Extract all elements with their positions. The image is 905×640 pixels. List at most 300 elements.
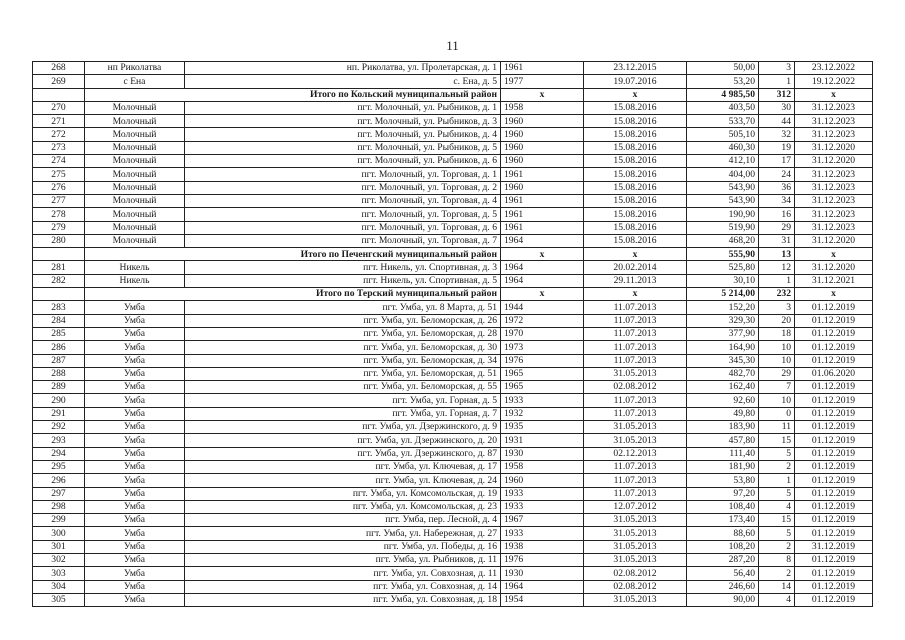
- table-row: [33, 487, 873, 500]
- deadline-cell: 01.12.2019: [795, 593, 873, 606]
- count-cell: 18: [759, 327, 795, 340]
- table-row: [33, 128, 873, 141]
- area-cell: 108,20: [687, 540, 759, 553]
- table-row: [33, 593, 873, 606]
- area-cell: 460,30: [687, 141, 759, 154]
- row-number-cell: 286: [33, 341, 85, 354]
- count-cell: 29: [759, 221, 795, 234]
- address-cell: пгт. Умба, ул. Ключевая, д. 17: [185, 460, 501, 473]
- row-number-cell: 278: [33, 208, 85, 221]
- address-cell: пгт. Умба, ул. Беломорская, д. 26: [185, 314, 501, 327]
- date-cell: 31.05.2013: [584, 434, 687, 447]
- deadline-cell: 31.12.2020: [795, 234, 873, 247]
- year-cell: 1961: [501, 194, 584, 207]
- table-row: [33, 367, 873, 380]
- area-cell: 183,90: [687, 421, 759, 434]
- address-cell: пгт. Умба, ул. Совхозная, д. 11: [185, 567, 501, 580]
- address-cell: пгт. Молочный, ул. Рыбников, д. 5: [185, 141, 501, 154]
- area-cell: 246,60: [687, 580, 759, 593]
- area-cell: 543,90: [687, 181, 759, 194]
- address-cell: пгт. Умба, ул. Комсомольская, д. 23: [185, 500, 501, 513]
- year-cell: 1961: [501, 208, 584, 221]
- deadline-cell: 31.12.2023: [795, 128, 873, 141]
- settlement-cell: Молочный: [85, 181, 185, 194]
- settlement-cell: нп Риколатва: [85, 62, 185, 75]
- address-cell: пгт. Умба, ул. Беломорская, д. 28: [185, 327, 501, 340]
- row-number-cell: [33, 88, 85, 101]
- deadline-cell: 23.12.2022: [795, 62, 873, 75]
- date-cell: 02.08.2012: [584, 567, 687, 580]
- address-cell: пгт. Молочный, ул. Рыбников, д. 4: [185, 128, 501, 141]
- deadline-cell: 01.12.2019: [795, 447, 873, 460]
- area-cell: 97,20: [687, 487, 759, 500]
- row-number-cell: 290: [33, 394, 85, 407]
- address-cell: пгт. Молочный, ул. Рыбников, д. 1: [185, 101, 501, 114]
- row-number-cell: 302: [33, 553, 85, 566]
- address-cell: пгт. Молочный, ул. Рыбников, д. 3: [185, 115, 501, 128]
- table-row: [33, 514, 873, 527]
- address-cell: пгт. Умба, ул. Беломорская, д. 30: [185, 341, 501, 354]
- date-cell: 02.08.2012: [584, 381, 687, 394]
- table-row: [33, 421, 873, 434]
- count-cell: 36: [759, 181, 795, 194]
- count-cell: 1: [759, 274, 795, 287]
- area-cell: 457,80: [687, 434, 759, 447]
- settlement-cell: Умба: [85, 301, 185, 314]
- date-cell: 11.07.2013: [584, 487, 687, 500]
- table-row: [33, 500, 873, 513]
- address-cell: пгт. Умба, ул. Набережная, д. 27: [185, 527, 501, 540]
- address-cell: пгт. Умба, ул. Победы, д. 16: [185, 540, 501, 553]
- area-cell: 181,90: [687, 460, 759, 473]
- year-cell: 1930: [501, 447, 584, 460]
- year-cell: 1970: [501, 327, 584, 340]
- address-cell: пгт. Молочный, ул. Рыбников, д. 6: [185, 155, 501, 168]
- date-cell: 11.07.2013: [584, 407, 687, 420]
- deadline-cell: x: [795, 248, 873, 261]
- year-cell: 1931: [501, 434, 584, 447]
- settlement-cell: Умба: [85, 421, 185, 434]
- address-cell: пгт. Молочный, ул. Торговая, д. 5: [185, 208, 501, 221]
- settlement-cell: Молочный: [85, 234, 185, 247]
- area-cell: 190,90: [687, 208, 759, 221]
- year-cell: 1964: [501, 261, 584, 274]
- count-cell: 10: [759, 394, 795, 407]
- address-cell: пгт. Умба, ул. Беломорская, д. 34: [185, 354, 501, 367]
- date-cell: 15.08.2016: [584, 141, 687, 154]
- row-number-cell: 293: [33, 434, 85, 447]
- year-cell: 1964: [501, 274, 584, 287]
- settlement-cell: Умба: [85, 354, 185, 367]
- row-number-cell: 295: [33, 460, 85, 473]
- table-row: [33, 460, 873, 473]
- page-number: 11: [446, 38, 459, 53]
- year-cell: 1967: [501, 514, 584, 527]
- deadline-cell: 31.12.2020: [795, 155, 873, 168]
- address-cell: пгт. Никель, ул. Спортивная, д. 5: [185, 274, 501, 287]
- deadline-cell: 01.12.2019: [795, 514, 873, 527]
- area-cell: 555,90: [687, 248, 759, 261]
- year-cell: 1932: [501, 407, 584, 420]
- table-row: [33, 261, 873, 274]
- area-cell: 505,10: [687, 128, 759, 141]
- settlement-cell: Умба: [85, 460, 185, 473]
- settlement-cell: Умба: [85, 553, 185, 566]
- count-cell: 29: [759, 367, 795, 380]
- row-number-cell: 272: [33, 128, 85, 141]
- address-cell: пгт. Умба, ул. Дзержинского, д. 9: [185, 421, 501, 434]
- settlement-cell: Умба: [85, 314, 185, 327]
- deadline-cell: 01.12.2019: [795, 460, 873, 473]
- year-cell: 1965: [501, 367, 584, 380]
- district-total-label: Итого по Терский муниципальный район: [85, 288, 501, 301]
- deadline-cell: 01.12.2019: [795, 394, 873, 407]
- count-cell: 30: [759, 101, 795, 114]
- district-total-row: [33, 88, 873, 101]
- date-cell: 15.08.2016: [584, 234, 687, 247]
- date-cell: 29.11.2013: [584, 274, 687, 287]
- row-number-cell: 269: [33, 75, 85, 88]
- settlement-cell: Молочный: [85, 101, 185, 114]
- deadline-cell: 01.12.2019: [795, 421, 873, 434]
- table-row: [33, 234, 873, 247]
- count-cell: 32: [759, 128, 795, 141]
- deadline-cell: 01.12.2019: [795, 301, 873, 314]
- count-cell: 2: [759, 540, 795, 553]
- settlement-cell: Умба: [85, 367, 185, 380]
- area-cell: 287,20: [687, 553, 759, 566]
- table-row: [33, 354, 873, 367]
- address-cell: пгт. Умба, ул. Совхозная, д. 18: [185, 593, 501, 606]
- date-cell: 11.07.2013: [584, 301, 687, 314]
- count-cell: 232: [759, 288, 795, 301]
- table-row: [33, 314, 873, 327]
- address-cell: пгт. Умба, ул. Беломорская, д. 51: [185, 367, 501, 380]
- table-row: [33, 474, 873, 487]
- settlement-cell: Молочный: [85, 115, 185, 128]
- year-cell: 1960: [501, 115, 584, 128]
- row-number-cell: 304: [33, 580, 85, 593]
- date-cell: 12.07.2012: [584, 500, 687, 513]
- area-cell: 4 985,50: [687, 88, 759, 101]
- settlement-cell: Умба: [85, 381, 185, 394]
- district-total-label: Итого по Кольский муниципальный район: [85, 88, 501, 101]
- deadline-cell: 31.12.2023: [795, 101, 873, 114]
- deadline-cell: 01.12.2019: [795, 527, 873, 540]
- row-number-cell: 287: [33, 354, 85, 367]
- year-cell: 1960: [501, 128, 584, 141]
- year-cell: 1954: [501, 593, 584, 606]
- row-number-cell: 276: [33, 181, 85, 194]
- table-row: [33, 75, 873, 88]
- deadline-cell: 31.12.2019: [795, 540, 873, 553]
- area-cell: 92,60: [687, 394, 759, 407]
- count-cell: 5: [759, 447, 795, 460]
- count-cell: 15: [759, 434, 795, 447]
- settlement-cell: Умба: [85, 500, 185, 513]
- date-cell: 31.05.2013: [584, 367, 687, 380]
- date-cell: 15.08.2016: [584, 181, 687, 194]
- count-cell: 2: [759, 567, 795, 580]
- settlement-cell: Умба: [85, 327, 185, 340]
- count-cell: 1: [759, 75, 795, 88]
- table-row: [33, 527, 873, 540]
- address-cell: пгт. Молочный, ул. Торговая, д. 1: [185, 168, 501, 181]
- table-row: [33, 221, 873, 234]
- row-number-cell: 273: [33, 141, 85, 154]
- year-cell: 1976: [501, 553, 584, 566]
- address-cell: пгт. Умба, ул. Горная, д. 7: [185, 407, 501, 420]
- year-cell: 1960: [501, 141, 584, 154]
- year-cell: 1960: [501, 474, 584, 487]
- date-cell: 15.08.2016: [584, 115, 687, 128]
- count-cell: 8: [759, 553, 795, 566]
- area-cell: 404,00: [687, 168, 759, 181]
- settlement-cell: Умба: [85, 593, 185, 606]
- date-cell: 31.05.2013: [584, 553, 687, 566]
- date-cell: 31.05.2013: [584, 593, 687, 606]
- address-cell: пгт. Умба, ул. Ключевая, д. 24: [185, 474, 501, 487]
- deadline-cell: x: [795, 288, 873, 301]
- area-cell: 543,90: [687, 194, 759, 207]
- district-total-label: Итого по Печенгский муниципальный район: [85, 248, 501, 261]
- settlement-cell: Умба: [85, 567, 185, 580]
- date-cell: 19.07.2016: [584, 75, 687, 88]
- table-row: [33, 274, 873, 287]
- row-number-cell: 283: [33, 301, 85, 314]
- table-row: [33, 553, 873, 566]
- table-row: [33, 407, 873, 420]
- address-cell: пгт. Молочный, ул. Торговая, д. 4: [185, 194, 501, 207]
- count-cell: 7: [759, 381, 795, 394]
- table-row: [33, 580, 873, 593]
- date-cell: 11.07.2013: [584, 474, 687, 487]
- address-cell: нп. Риколатва, ул. Пролетарская, д. 1: [185, 62, 501, 75]
- year-cell: 1961: [501, 62, 584, 75]
- count-cell: 16: [759, 208, 795, 221]
- row-number-cell: 300: [33, 527, 85, 540]
- count-cell: 31: [759, 234, 795, 247]
- settlement-cell: Умба: [85, 527, 185, 540]
- year-cell: 1960: [501, 181, 584, 194]
- area-cell: 377,90: [687, 327, 759, 340]
- area-cell: 5 214,00: [687, 288, 759, 301]
- year-cell: 1933: [501, 500, 584, 513]
- year-cell: 1961: [501, 221, 584, 234]
- address-cell: пгт. Умба, ул. Комсомольская, д. 19: [185, 487, 501, 500]
- area-cell: 49,80: [687, 407, 759, 420]
- row-number-cell: 285: [33, 327, 85, 340]
- district-total-row: [33, 288, 873, 301]
- deadline-cell: 19.12.2022: [795, 75, 873, 88]
- table-row: [33, 62, 873, 75]
- date-cell: 15.08.2016: [584, 221, 687, 234]
- date-cell: 02.12.2013: [584, 447, 687, 460]
- deadline-cell: 31.12.2023: [795, 168, 873, 181]
- year-cell: 1964: [501, 234, 584, 247]
- year-cell: 1944: [501, 301, 584, 314]
- row-number-cell: 282: [33, 274, 85, 287]
- settlement-cell: Молочный: [85, 194, 185, 207]
- deadline-cell: 01.12.2019: [795, 553, 873, 566]
- deadline-cell: 31.12.2023: [795, 221, 873, 234]
- table-row: [33, 301, 873, 314]
- district-total-row: [33, 248, 873, 261]
- area-cell: 53,80: [687, 474, 759, 487]
- date-cell: 11.07.2013: [584, 460, 687, 473]
- deadline-cell: 01.12.2019: [795, 567, 873, 580]
- date-cell: 11.07.2013: [584, 314, 687, 327]
- deadline-cell: 01.06.2020: [795, 367, 873, 380]
- row-number-cell: 284: [33, 314, 85, 327]
- table-row: [33, 194, 873, 207]
- address-cell: пгт. Никель, ул. Спортивная, д. 3: [185, 261, 501, 274]
- count-cell: 19: [759, 141, 795, 154]
- count-cell: 0: [759, 407, 795, 420]
- area-cell: 30,10: [687, 274, 759, 287]
- date-cell: 15.08.2016: [584, 155, 687, 168]
- table-row: [33, 115, 873, 128]
- count-cell: 20: [759, 314, 795, 327]
- area-cell: 403,50: [687, 101, 759, 114]
- count-cell: 3: [759, 301, 795, 314]
- table-row: [33, 208, 873, 221]
- date-cell: 15.08.2016: [584, 208, 687, 221]
- deadline-cell: 31.12.2023: [795, 208, 873, 221]
- settlement-cell: Молочный: [85, 168, 185, 181]
- year-cell: 1938: [501, 540, 584, 553]
- count-cell: 34: [759, 194, 795, 207]
- deadline-cell: 01.12.2019: [795, 474, 873, 487]
- date-cell: 31.05.2013: [584, 527, 687, 540]
- settlement-cell: Умба: [85, 474, 185, 487]
- row-number-cell: [33, 248, 85, 261]
- address-cell: пгт. Умба, ул. Дзержинского, д. 20: [185, 434, 501, 447]
- count-cell: 12: [759, 261, 795, 274]
- row-number-cell: 289: [33, 381, 85, 394]
- area-cell: 152,20: [687, 301, 759, 314]
- year-cell: 1930: [501, 567, 584, 580]
- row-number-cell: 271: [33, 115, 85, 128]
- address-cell: с. Ена, д. 5: [185, 75, 501, 88]
- area-cell: 56,40: [687, 567, 759, 580]
- date-cell: 15.08.2016: [584, 168, 687, 181]
- count-cell: 15: [759, 514, 795, 527]
- area-cell: 88,60: [687, 527, 759, 540]
- row-number-cell: 280: [33, 234, 85, 247]
- row-number-cell: 270: [33, 101, 85, 114]
- row-number-cell: 301: [33, 540, 85, 553]
- row-number-cell: 275: [33, 168, 85, 181]
- count-cell: 14: [759, 580, 795, 593]
- address-cell: пгт. Умба, ул. Рыбников, д. 11: [185, 553, 501, 566]
- row-number-cell: 277: [33, 194, 85, 207]
- area-cell: 468,20: [687, 234, 759, 247]
- year-cell: x: [501, 248, 584, 261]
- deadline-cell: 01.12.2019: [795, 314, 873, 327]
- address-cell: пгт. Умба, ул. 8 Марта, д. 51: [185, 301, 501, 314]
- settlement-cell: Умба: [85, 434, 185, 447]
- deadline-cell: 01.12.2019: [795, 407, 873, 420]
- row-number-cell: 297: [33, 487, 85, 500]
- area-cell: 162,40: [687, 381, 759, 394]
- settlement-cell: Умба: [85, 540, 185, 553]
- settlement-cell: Молочный: [85, 221, 185, 234]
- deadline-cell: 31.12.2020: [795, 141, 873, 154]
- date-cell: x: [584, 248, 687, 261]
- count-cell: 4: [759, 593, 795, 606]
- year-cell: 1961: [501, 168, 584, 181]
- deadline-cell: 01.12.2019: [795, 500, 873, 513]
- address-cell: пгт. Умба, пер. Лесной, д. 4: [185, 514, 501, 527]
- count-cell: 312: [759, 88, 795, 101]
- date-cell: 11.07.2013: [584, 341, 687, 354]
- table-row: [33, 101, 873, 114]
- table-row: [33, 155, 873, 168]
- date-cell: 11.07.2013: [584, 354, 687, 367]
- row-number-cell: 279: [33, 221, 85, 234]
- area-cell: 329,30: [687, 314, 759, 327]
- deadline-cell: x: [795, 88, 873, 101]
- count-cell: 4: [759, 500, 795, 513]
- date-cell: 31.05.2013: [584, 421, 687, 434]
- deadline-cell: 31.12.2021: [795, 274, 873, 287]
- settlement-cell: Умба: [85, 341, 185, 354]
- area-cell: 345,30: [687, 354, 759, 367]
- table-row: [33, 327, 873, 340]
- deadline-cell: 01.12.2019: [795, 354, 873, 367]
- year-cell: 1958: [501, 460, 584, 473]
- deadline-cell: 01.12.2019: [795, 487, 873, 500]
- year-cell: 1964: [501, 580, 584, 593]
- count-cell: 24: [759, 168, 795, 181]
- deadline-cell: 31.12.2023: [795, 181, 873, 194]
- settlement-cell: Молочный: [85, 208, 185, 221]
- year-cell: 1933: [501, 394, 584, 407]
- table-row: [33, 341, 873, 354]
- date-cell: 02.08.2012: [584, 580, 687, 593]
- table-row: [33, 381, 873, 394]
- date-cell: 15.08.2016: [584, 194, 687, 207]
- year-cell: 1960: [501, 155, 584, 168]
- row-number-cell: 281: [33, 261, 85, 274]
- year-cell: x: [501, 88, 584, 101]
- row-number-cell: 296: [33, 474, 85, 487]
- count-cell: 17: [759, 155, 795, 168]
- address-cell: пгт. Умба, ул. Совхозная, д. 14: [185, 580, 501, 593]
- settlement-cell: Молочный: [85, 141, 185, 154]
- row-number-cell: 288: [33, 367, 85, 380]
- table-row: [33, 168, 873, 181]
- settlement-cell: Умба: [85, 514, 185, 527]
- table-row: [33, 434, 873, 447]
- settlement-cell: Умба: [85, 580, 185, 593]
- table-row: [33, 394, 873, 407]
- year-cell: 1935: [501, 421, 584, 434]
- registry-body: [33, 62, 873, 607]
- count-cell: 13: [759, 248, 795, 261]
- table-row: [33, 567, 873, 580]
- count-cell: 44: [759, 115, 795, 128]
- count-cell: 3: [759, 62, 795, 75]
- settlement-cell: Умба: [85, 487, 185, 500]
- area-cell: 108,40: [687, 500, 759, 513]
- area-cell: 111,40: [687, 447, 759, 460]
- area-cell: 412,10: [687, 155, 759, 168]
- area-cell: 519,90: [687, 221, 759, 234]
- count-cell: 10: [759, 354, 795, 367]
- area-cell: 173,40: [687, 514, 759, 527]
